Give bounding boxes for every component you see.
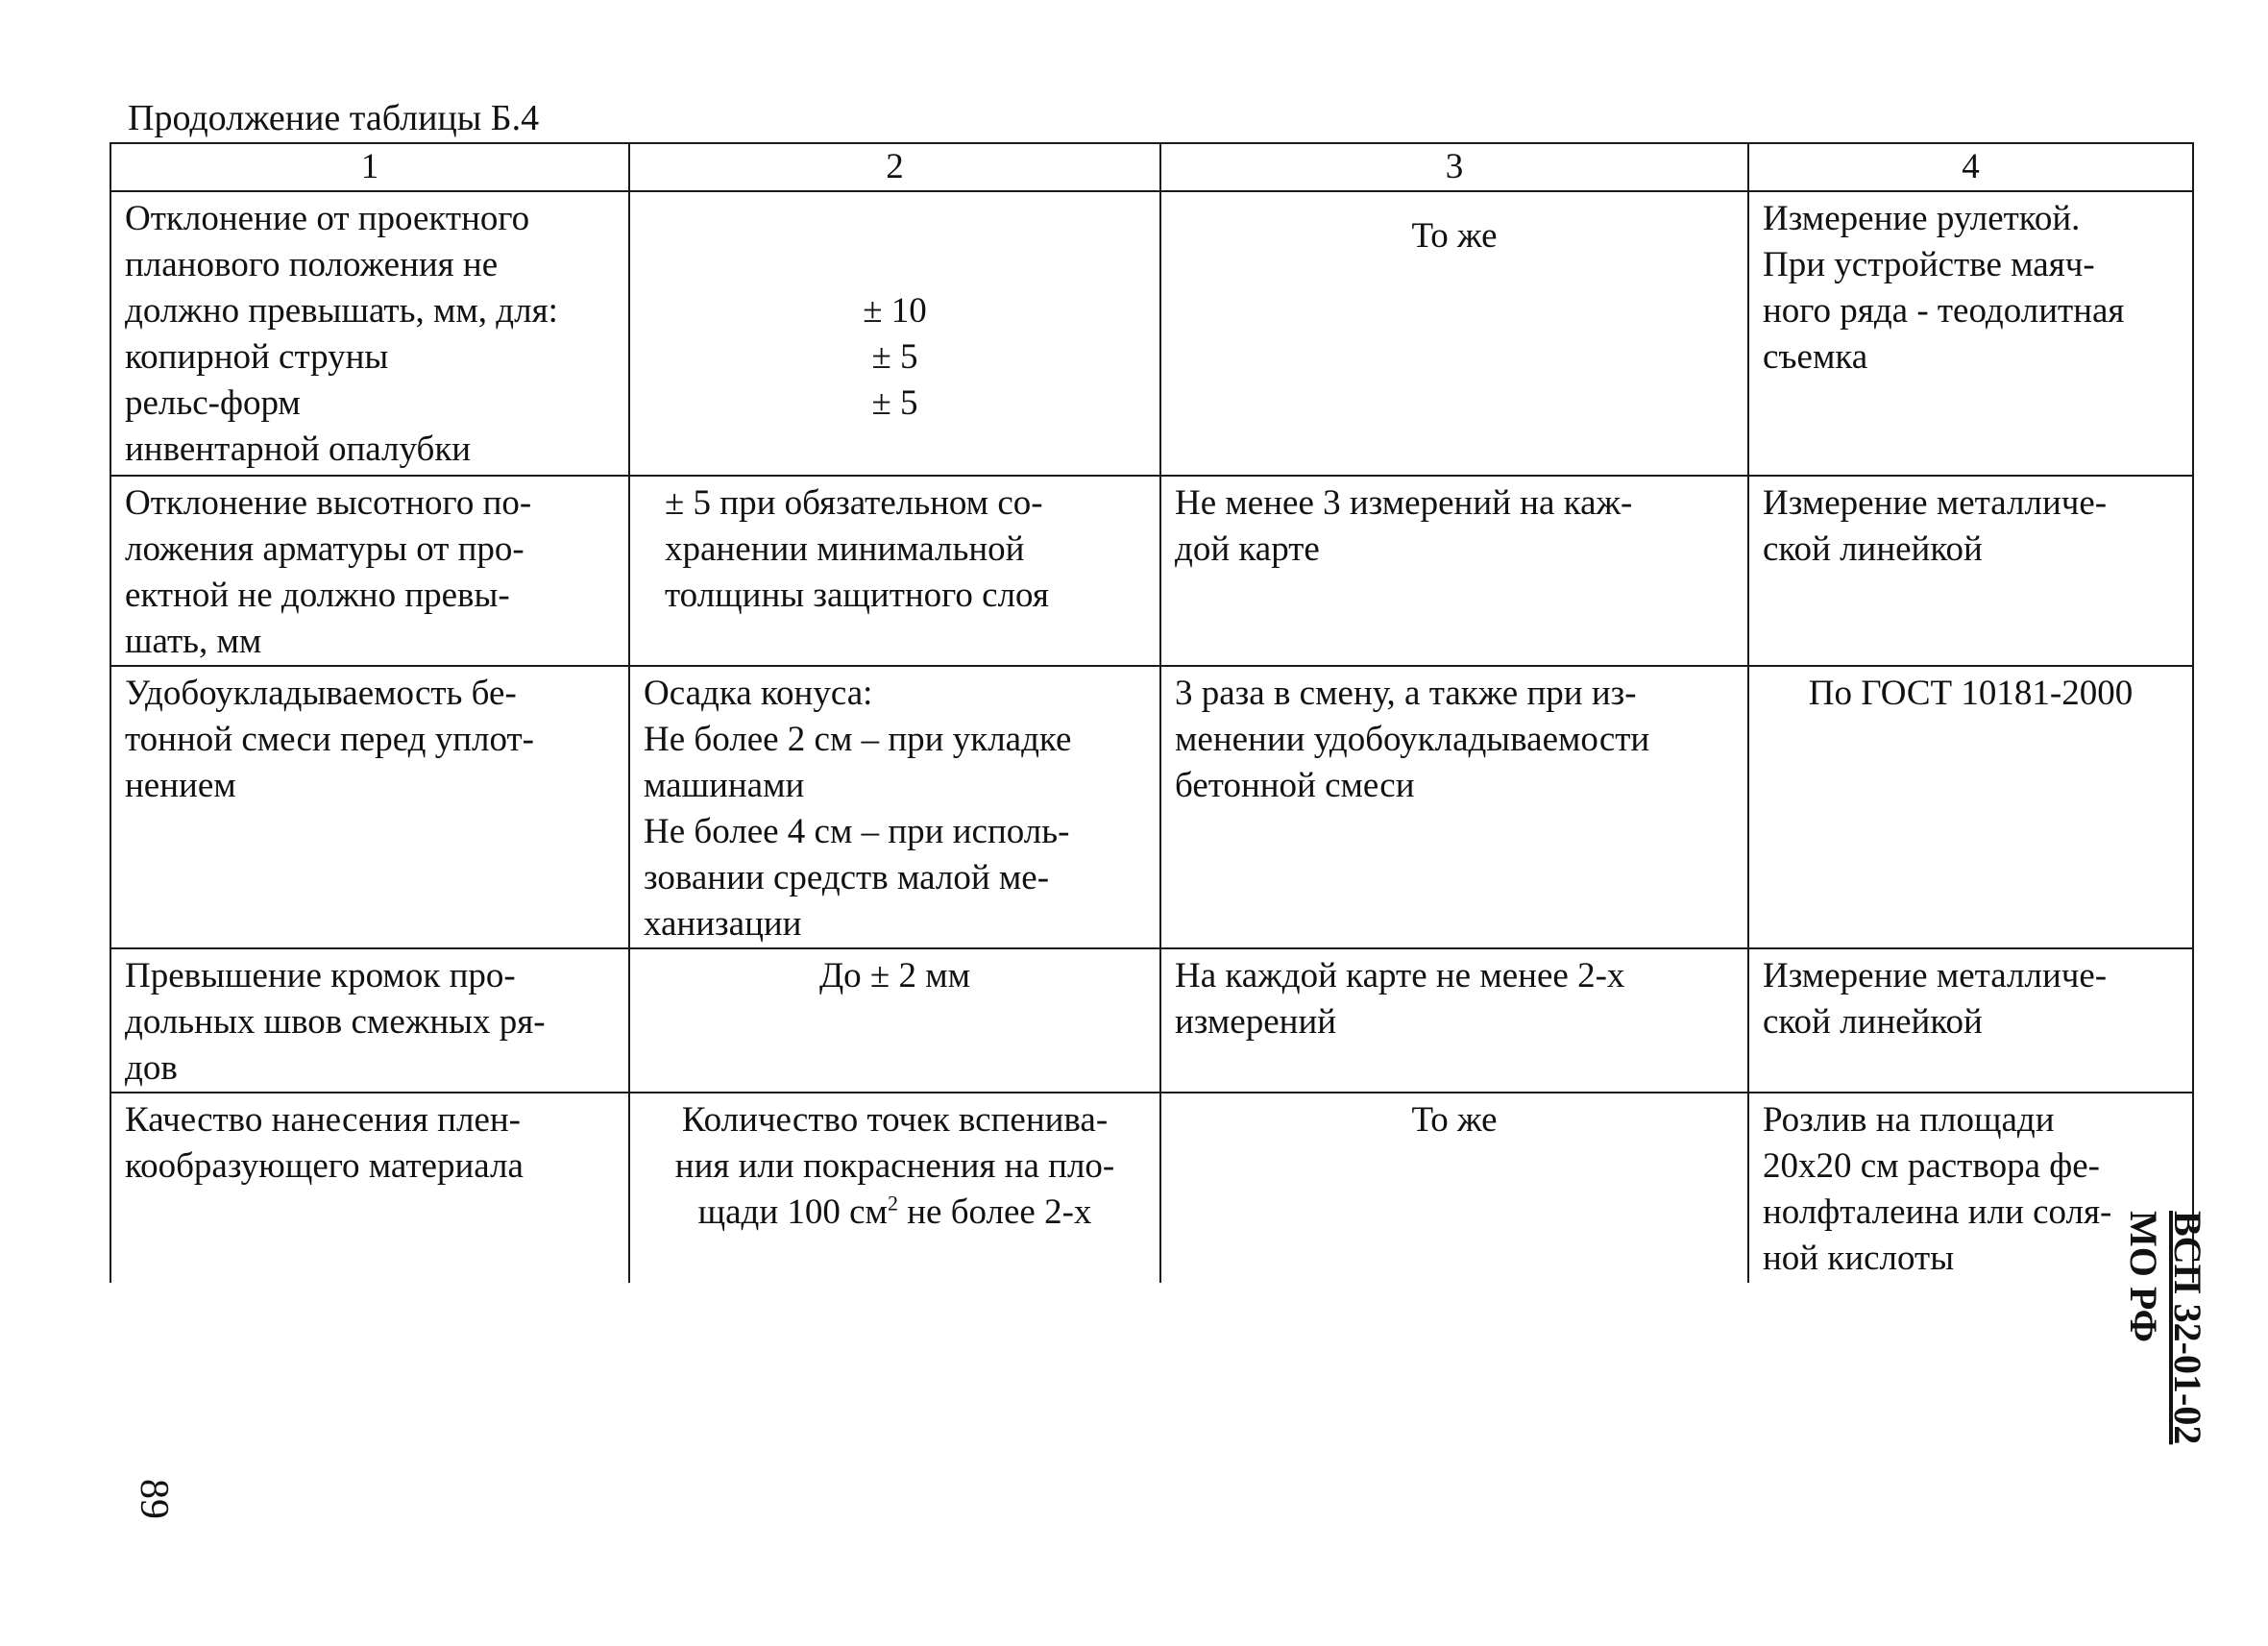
tolerance-cell — [629, 666, 1160, 948]
parameter-cell — [110, 948, 629, 1093]
cell-line: бетонной смеси — [1175, 766, 1415, 805]
spec-table — [110, 142, 2194, 1283]
header-row — [110, 143, 2193, 191]
cell-line: ской линейкой — [1763, 1002, 1983, 1042]
tolerance-value: ± 5 — [871, 337, 918, 377]
cell-line: хранении минимальной — [665, 529, 1025, 569]
cell-line: менении удобоукладываемости — [1175, 720, 1650, 759]
cell-line: ектной не должно превы- — [125, 576, 510, 615]
cell-line: На каждой карте не менее 2-х — [1175, 956, 1625, 995]
cell-line: Удобоукладываемость бе- — [125, 674, 517, 713]
parameter-cell — [110, 476, 629, 666]
control-volume-cell — [1160, 666, 1748, 948]
control-volume-cell — [1160, 191, 1748, 476]
table-row — [110, 191, 2193, 476]
cell-line: То же — [1411, 216, 1498, 256]
cell-line: Измерение рулеткой. — [1763, 199, 2081, 238]
cell-line: Осадка конуса: — [644, 674, 873, 713]
parameter-cell — [110, 666, 629, 948]
cell-line: съемка — [1763, 337, 1868, 377]
cell-line: ной кислоты — [1763, 1239, 1955, 1278]
cell-line: ложения арматуры от про- — [125, 529, 524, 569]
column-header-3: 3 — [1160, 143, 1748, 191]
tolerance-cell — [629, 191, 1160, 476]
cell-line: До ± 2 мм — [818, 956, 971, 995]
cell-line: Отклонение от проектного — [125, 199, 530, 238]
table-caption: Продолжение таблицы Б.4 — [128, 98, 540, 138]
cell-spacer — [644, 196, 1146, 288]
cell-line: измерений — [1175, 1002, 1337, 1042]
parameter-cell — [110, 1093, 629, 1283]
cell-line: инвентарной опалубки — [125, 430, 472, 469]
cell-line: Качество нанесения плен- — [125, 1100, 521, 1140]
table-row — [110, 476, 2193, 666]
cell-line: шать, мм — [125, 622, 262, 661]
cell-line: рельс-форм — [125, 383, 301, 423]
cell-line — [644, 1190, 1146, 1236]
cell-line: Розлив на площади — [1763, 1100, 2055, 1140]
column-header-4: 4 — [1748, 143, 2193, 191]
cell-line: ного ряда - теодолитная — [1763, 291, 2125, 331]
tolerance-value: ± 10 — [863, 291, 927, 331]
cell-line: По ГОСТ 10181-2000 — [1808, 674, 2134, 713]
cell-line: дов — [125, 1048, 178, 1088]
cell-line: То же — [1411, 1100, 1498, 1140]
cell-line: Превышение кромок про- — [125, 956, 516, 995]
cell-line: кообразующего материала — [125, 1146, 524, 1186]
cell-line: Отклонение высотного по- — [125, 483, 532, 523]
control-volume-cell — [1160, 1093, 1748, 1283]
cell-line: Не более 2 см – при укладке — [644, 720, 1072, 759]
cell-line: Не более 4 см – при исполь- — [644, 812, 1070, 851]
control-method-cell — [1748, 948, 2193, 1093]
table-row — [110, 666, 2193, 948]
cell-line: ния или покраснения на пло- — [674, 1146, 1115, 1186]
cell-line: ± 5 при обязательном со- — [665, 483, 1043, 523]
table-row — [110, 948, 2193, 1093]
column-header-2: 2 — [629, 143, 1160, 191]
cell-text: щади 100 см — [697, 1192, 888, 1232]
cell-line: копирной струны — [125, 337, 389, 377]
column-header-1: 1 — [110, 143, 629, 191]
superscript: 2 — [887, 1191, 898, 1216]
cell-line: нолфталеина или соля- — [1763, 1192, 2112, 1232]
document-code: ВСП 32-01-02 — [2166, 1211, 2209, 1445]
cell-line: машинами — [644, 766, 805, 805]
cell-line: Измерение металличе- — [1763, 956, 2108, 995]
document-code-block — [2094, 1211, 2209, 1499]
cell-line: Измерение металличе- — [1763, 483, 2108, 523]
cell-line: ской линейкой — [1763, 529, 1983, 569]
tolerance-cell — [629, 948, 1160, 1093]
cell-line: Количество точек вспенива- — [681, 1100, 1109, 1140]
document-organization: МО РФ — [2122, 1211, 2165, 1342]
cell-text: не более 2-х — [897, 1192, 1092, 1232]
cell-line: зовании средств малой ме- — [644, 858, 1050, 897]
cell-line: 3 раза в смену, а также при из- — [1175, 674, 1637, 713]
cell-line: дой карте — [1175, 529, 1320, 569]
control-method-cell — [1748, 476, 2193, 666]
cell-line: дольных швов смежных ря- — [125, 1002, 546, 1042]
cell-line: толщины защитного слоя — [665, 576, 1049, 615]
cell-line: При устройстве маяч- — [1763, 245, 2095, 284]
cell-line: ханизации — [644, 904, 802, 944]
control-method-cell — [1748, 191, 2193, 476]
page-number: 89 — [132, 1479, 176, 1519]
table-row — [110, 1093, 2193, 1283]
parameter-cell — [110, 191, 629, 476]
cell-line: 20х20 см раствора фе- — [1763, 1146, 2100, 1186]
control-volume-cell — [1160, 948, 1748, 1093]
cell-line: должно превышать, мм, для: — [125, 291, 558, 331]
cell-line: тонной смеси перед уплот- — [125, 720, 534, 759]
tolerance-cell — [629, 1093, 1160, 1283]
control-method-cell — [1748, 666, 2193, 948]
cell-line: планового положения не — [125, 245, 499, 284]
cell-line: Не менее 3 измерений на каж- — [1175, 483, 1633, 523]
cell-line: нением — [125, 766, 236, 805]
control-volume-cell — [1160, 476, 1748, 666]
tolerance-cell — [629, 476, 1160, 666]
tolerance-value: ± 5 — [871, 383, 918, 423]
